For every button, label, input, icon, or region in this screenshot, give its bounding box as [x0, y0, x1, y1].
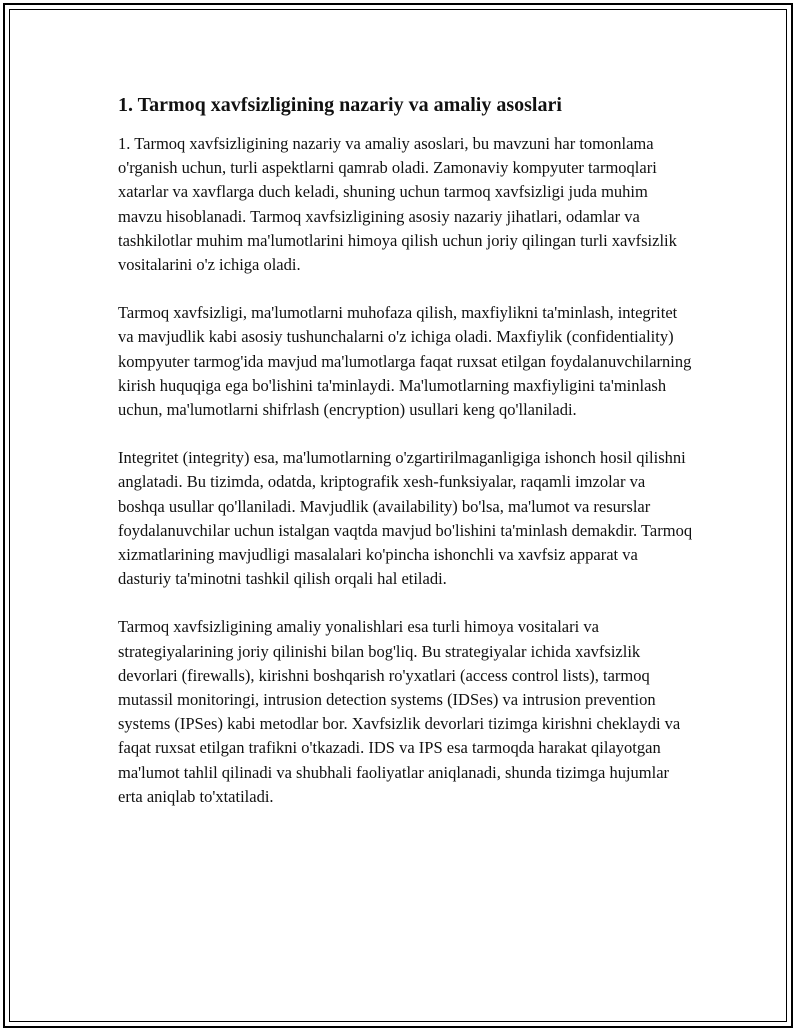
document-body	[118, 92, 693, 833]
paragraph-3: Integritet (integrity) esa, ma'lumotlarning o'zgartirilmaganligiga ishonch hosil qilishni anglatadi. Bu tizimda, odatda, kriptografik xesh-funksiyalar, raqamli imzolar va boshqa usullar qo'llaniladi. Mavjudlik (availability) bo'lsa, ma'lumot va resurslar foydalanuvchilar uchun istalgan vaqtda mavjud bo'lishini ta'minlash demakdir. Tarmoq xizmatlarining mavjudligi masalalari ko'pincha ishonchli va xavfsiz apparat va dasturiy ta'minotni tashkil qilish orqali hal etiladi.	[118, 448, 693, 589]
paragraph-4: Tarmoq xavfsizligining amaliy yonalishlari esa turli himoya vositalari va strategiyalarining joriy qilinishi bilan bog'liq. Bu strategiyalar ichida xavfsizlik devorlari (firewalls), kirishni boshqarish ro'yxatlari (access control lists), tarmoq mutassil monitoringi, intrusion detection systems (IDSes) va intrusion prevention systems (IPSes) kabi metodlar bor. Xavfsizlik devorlari tizimga kirishni cheklaydi va faqat ruxsat etilgan trafikni o'tkazadi. IDS va IPS esa tarmoqda harakat qilayotgan ma'lumot tahlil qilinadi va shubhali faoliyatlar aniqlanadi, shunda tizimga hujumlar erta aniqlab to'xtatiladi.	[118, 617, 681, 806]
paragraph-2: Tarmoq xavfsizligi, ma'lumotlarni muhofaza qilish, maxfiylikni ta'minlash, integritet va mavjudlik kabi asosiy tushunchalarni o'z ichiga oladi. Maxfiylik (confidentiality) kompyuter tarmog'ida mavjud ma'lumotlarga faqat ruxsat etilgan foydalanuvchilarning kirish huquqiga ega bo'lishini ta'minlaydi. Ma'lumotlarning maxfiyligini ta'minlash uchun, ma'lumotlarni shifrlash (encryption) usullari keng qo'llaniladi.	[118, 303, 692, 420]
document-heading: 1. Tarmoq xavfsizligining nazariy va amaliy asoslari	[118, 94, 562, 116]
paragraph-1: 1. Tarmoq xavfsizligining nazariy va amaliy asoslari, bu mavzuni har tomonlama o'rganish uchun, turli aspektlarni qamrab oladi. Zamonaviy kompyuter tarmoqlari xatarlar va xavflarga duch keladi, shuning uchun tarmoq xavfsizligi juda muhim mavzu hisoblanadi. Tarmoq xavfsizligining asosiy nazariy jihatlari, odamlar va tashkilotlar muhim ma'lumotlarini himoya qilish uchun joriy qilingan turli xavfsizlik vositalarini o'z ichiga oladi.	[118, 134, 677, 275]
